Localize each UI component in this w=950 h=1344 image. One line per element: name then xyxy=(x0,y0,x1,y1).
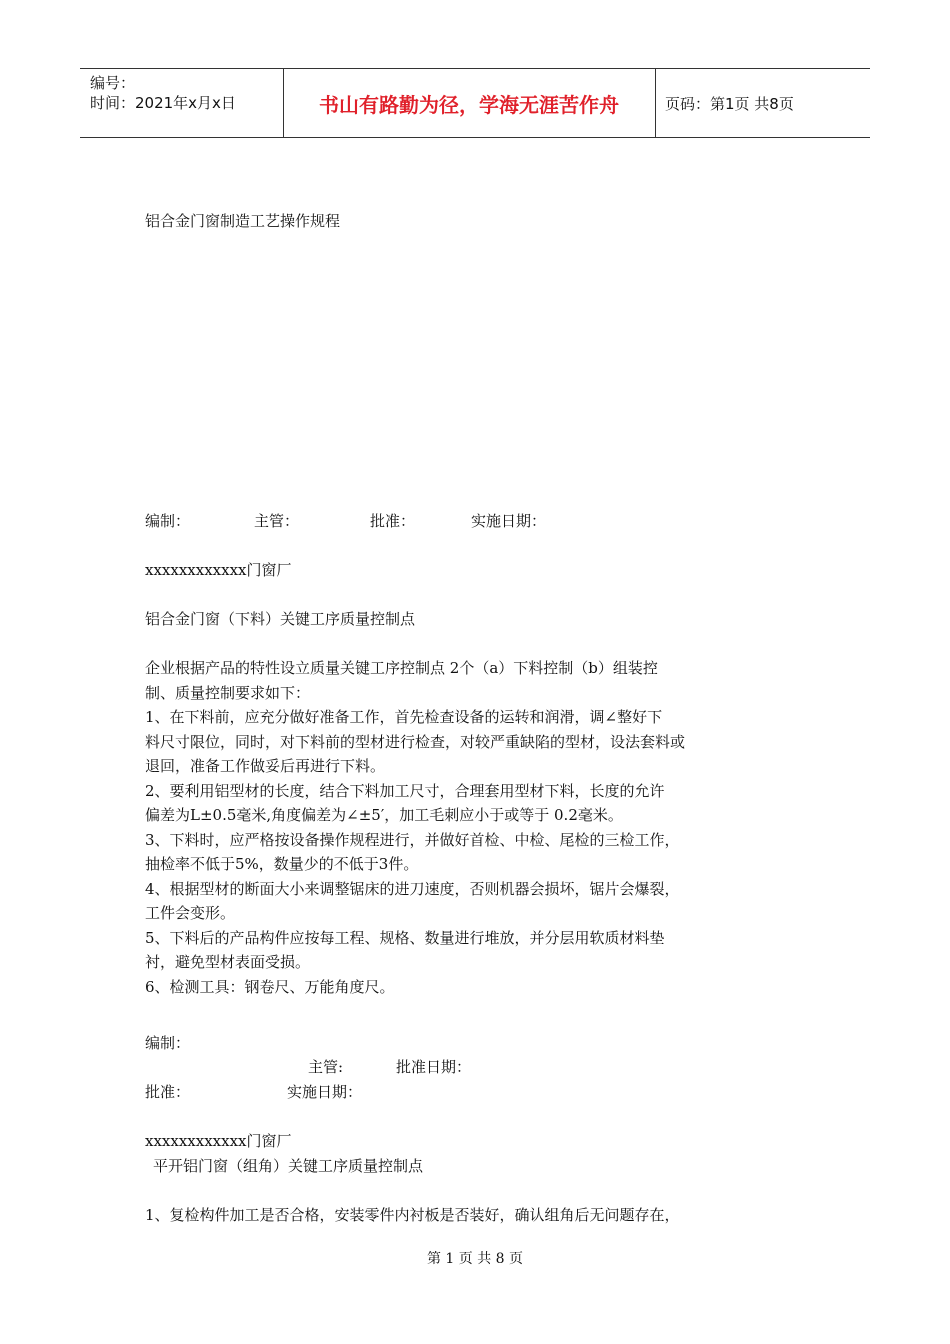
factory-name: xxxxxxxxxxxx门窗厂 xyxy=(145,561,292,579)
header-motto: 书山有路勤为径，学海无涯苦作舟 xyxy=(319,92,619,117)
body-line: 企业根据产品的特性设立质量关键工序控制点 2个（a）下料控制（b）组装控 xyxy=(145,659,658,677)
sign2-approve-date-label: 批准日期： xyxy=(396,1058,472,1076)
header-page-label: 页码：第1页 共8页 xyxy=(665,94,794,113)
sign-approved-label: 批准： xyxy=(370,512,416,530)
page-footer: 第 1 页 共 8 页 xyxy=(426,1251,524,1267)
document-time-label: 时间：2021年x月x日 xyxy=(90,94,236,112)
body-line: 工件会变形。 xyxy=(145,904,236,922)
body-line: 料尺寸限位，同时，对下料前的型材进行检查，对较严重缺陷的型材，设法套料或 xyxy=(145,732,686,751)
header-divider xyxy=(655,69,656,137)
sign-impl-date-label: 实施日期： xyxy=(471,512,547,530)
sign2-approved-label: 批准： xyxy=(145,1083,191,1101)
sign2-compiled-label: 编制： xyxy=(145,1034,191,1052)
sign2-supervisor-label: 主管: xyxy=(308,1058,344,1076)
header-info-cell xyxy=(90,73,236,113)
body-line: 4、根据型材的断面大小来调整锯床的进刀速度，否则机器会损坏，锯片会爆裂， xyxy=(145,879,680,898)
sign-compiled-label: 编制： xyxy=(145,512,191,530)
section-title: 平开铝门窗（组角）关键工序质量控制点 xyxy=(153,1157,424,1175)
body-line: 抽检率不低于5%，数量少的不低于3件。 xyxy=(145,855,419,873)
body-line: 5、下料后的产品构件应按每工程、规格、数量进行堆放，并分层用软质材料垫 xyxy=(145,928,665,947)
body-line: 制、质量控制要求如下： xyxy=(145,683,311,702)
sign2-impl-date-label: 实施日期： xyxy=(287,1083,363,1101)
body-line: 衬，避免型材表面受损。 xyxy=(145,953,311,971)
document-number-label: 编号： xyxy=(90,74,136,92)
body-line: 1、在下料前，应充分做好准备工作，首先检查设备的运转和润滑，调∠整好下 xyxy=(145,708,663,726)
body-line: 偏差为L±0.5毫米,角度偏差为∠±5′，加工毛刺应小于或等于 0.2毫米。 xyxy=(145,806,623,824)
body-line: 1、复检构件加工是否合格，安装零件内衬板是否装好，确认组角后无问题存在， xyxy=(145,1206,680,1224)
section-title: 铝合金门窗（下料）关键工序质量控制点 xyxy=(145,610,416,628)
factory-name: xxxxxxxxxxxx门窗厂 xyxy=(145,1132,292,1150)
document-title: 铝合金门窗制造工艺操作规程 xyxy=(145,212,341,230)
body-line: 3、下料时，应严格按设备操作规程进行，并做好首检、中检、尾检的三检工作， xyxy=(145,830,680,849)
body-line: 6、检测工具：钢卷尺、万能角度尺。 xyxy=(145,977,395,996)
body-line: 退回，准备工作做妥后再进行下料。 xyxy=(145,757,386,775)
section-body xyxy=(145,656,765,999)
document-header xyxy=(80,68,870,138)
sign-supervisor-label: 主管： xyxy=(254,512,300,530)
body-line: 2、要利用铝型材的长度，结合下料加工尺寸，合理套用型材下料，长度的允许 xyxy=(145,781,665,800)
